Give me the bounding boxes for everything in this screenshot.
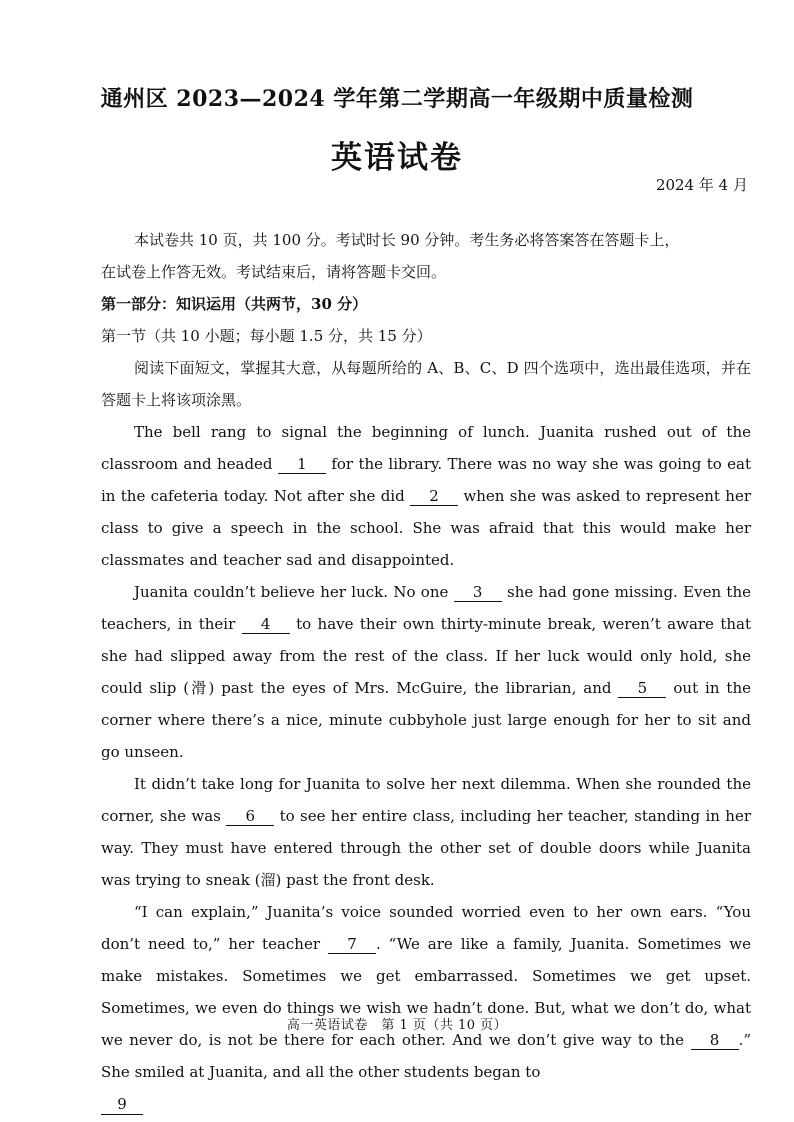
blank-6: 6 <box>226 807 274 826</box>
passage-paragraph-1: The bell rang to signal the beginning of lunch. Juanita rushed out of the classroom and headed 1 for the library. There was no way she was going to eat in the cafeteria today. Not after she did 2 when she was asked to represent her class to give a speech in the school. She was afraid that this would make her classmates and teacher sad and disappointed. <box>101 423 751 569</box>
blank-4: 4 <box>242 615 290 634</box>
blank-5: 5 <box>618 679 666 698</box>
blank-2: 2 <box>410 487 458 506</box>
passage-paragraph-3: It didn’t take long for Juanita to solve her next dilemma. When she rounded the corner, she was 6 to see her entire class, including her teacher, standing in her way. They must have entered through the other set of double doors while Juanita was trying to sneak (溜) past the front desk. <box>101 775 751 889</box>
blank-3: 3 <box>454 583 502 602</box>
passage-blank-9-line <box>101 1088 751 1120</box>
exam-title: 通州区 2023—2024 学年第二学期高一年级期中质量检测 <box>100 86 694 112</box>
passage-paragraph-4: “I can explain,” Juanita’s voice sounded worried even to her own ears. “You don’t need to,” her teacher 7 . “We are like a family, Juanita. Sometimes we make mistakes. Sometimes we get embarrassed. Sometimes we get upset. Sometimes, we even do things we wish we hadn’t done. But, what we don’t do, what we never do, is not be there for each other. And we don’t give way to the 8 .” She smiled at Juanita, and all the other students began to <box>101 903 752 1081</box>
blank-8: 8 <box>691 1031 739 1050</box>
blank-1: 1 <box>278 455 326 474</box>
exam-subtitle: 英语试卷 <box>331 140 463 176</box>
page-footer: 高一英语试卷 第 1 页（共 10 页） <box>286 1018 508 1033</box>
passage-paragraph-2: Juanita couldn’t believe her luck. No one 3 she had gone missing. Even the teachers, in their 4 to have their own thirty-minute break, weren’t aware that she had slipped away from the rest of the class. If her luck would only hold, she could slip (滑) past the eyes of Mrs. McGuire, the librarian, and 5 out in the corner where there’s a nice, minute cubbyhole just large enough for her to sit and go unseen. <box>101 583 751 761</box>
exam-date: 2024 年 4 月 <box>655 176 748 194</box>
blank-9: 9 <box>101 1094 143 1115</box>
section1-directions: 阅读下面短文，掌握其大意，从每题所给的 A、B、C、D 四个选项中，选出最佳选项，并在答题卡上将该项涂黑。 <box>101 359 751 409</box>
blank-7: 7 <box>328 935 376 954</box>
section1-title: 第一节（共 10 小题；每小题 1.5 分，共 15 分） <box>101 327 432 345</box>
exam-content <box>101 224 751 1120</box>
part1-title: 第一部分：知识运用（共两节，30 分） <box>101 295 368 313</box>
instructions: 本试卷共 10 页，共 100 分。考试时长 90 分钟。考生务必将答案答在答题卡上， 在试卷上作答无效。考试结束后，请将答题卡交回。 <box>101 231 680 281</box>
